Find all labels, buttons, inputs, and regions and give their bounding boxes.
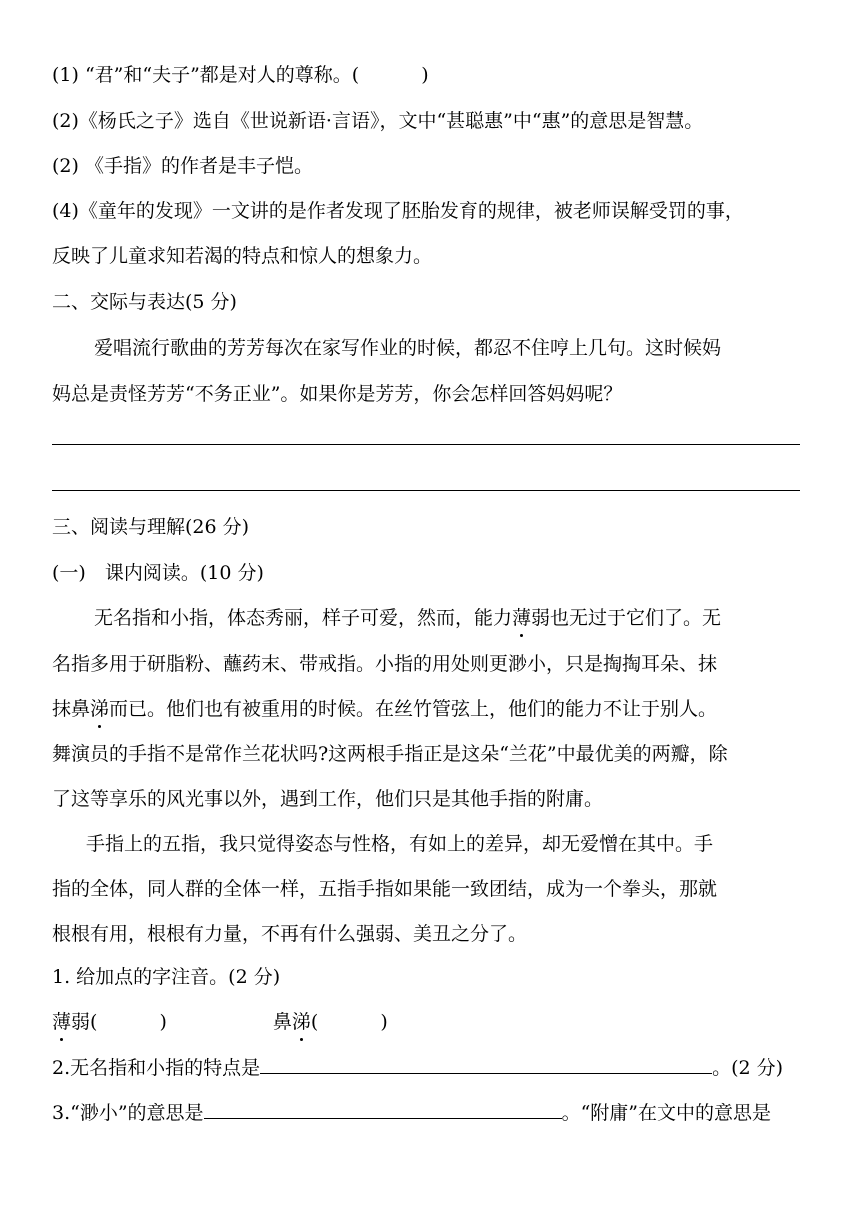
section2-para-line2: 妈总是责怪芳芳“不务正业”。如果你是芳芳，你会怎样回答妈妈呢？ — [52, 383, 623, 405]
passage-p1-line1: 无名指和小指，体态秀丽，样子可爱，然而，能力薄弱也无过于它们了。无 — [94, 607, 722, 629]
passage-p1-line3: 抹鼻涕而已。他们也有被重用的时候。在丝竹管弦上，他们的能力不让于别人。 — [52, 698, 718, 720]
word-bi-ti: 鼻涕( ) — [272, 1011, 388, 1033]
question-1: 1. 给加点的字注音。(2 分) — [52, 966, 281, 988]
section2-heading: 二、交际与表达(5 分) — [52, 291, 237, 313]
passage-p1-line2: 名指多用于研脂粉、蘸药末、带戒指。小指的用处则更渺小，只是掏掏耳朵、抹 — [52, 653, 718, 675]
emphasis-char-bao: 薄 — [512, 607, 532, 629]
question-1-words — [52, 1009, 808, 1035]
section2-para-line1: 爱唱流行歌曲的芳芳每次在家写作业的时候，都忍不住哼上几句。这时候妈 — [94, 337, 722, 359]
section3-heading: 三、阅读与理解(26 分) — [52, 516, 250, 538]
word-bo-ruo: 薄弱( ) — [52, 1011, 167, 1033]
question-3-answer-blank[interactable] — [204, 1100, 562, 1119]
answer-line-1[interactable] — [52, 444, 800, 445]
judge-item-1: (1) “君”和“夫子”都是对人的尊称。( ) — [52, 64, 429, 86]
section3-sub-heading: (一) 课内阅读。(10 分) — [52, 562, 264, 584]
passage-p2-line1: 手指上的五指，我只觉得姿态与性格，有如上的差异，却无爱憎在其中。手 — [86, 833, 714, 855]
passage-p1-line4: 舞演员的手指不是常作兰花状吗?这两根手指正是这朵“兰花”中最优美的两瓣，除 — [52, 743, 728, 765]
judge-item-4-line1: (4)《童年的发现》一文讲的是作者发现了胚胎发育的规律，被老师误解受罚的事， — [52, 200, 744, 222]
passage-p2-line3: 根根有用，根根有力量，不再有什么强弱、美丑之分了。 — [52, 923, 528, 945]
question-2: 2.无名指和小指的特点是 。(2 分) — [52, 1057, 784, 1079]
emphasis-char-ti: 涕 — [90, 698, 110, 720]
judge-item-2: (2)《杨氏之子》选自《世说新语·言语》，文中“甚聪惠”中“惠”的意思是智慧。 — [52, 110, 704, 132]
answer-line-2[interactable] — [52, 490, 800, 491]
passage-p2-line2: 指的全体，同人群的全体一样，五指手指如果能一致团结，成为一个拳头，那就 — [52, 878, 718, 900]
judge-item-4-line2: 反映了儿童求知若渴的特点和惊人的想象力。 — [52, 245, 433, 267]
judge-item-3: (2) 《手指》的作者是丰子恺。 — [52, 155, 313, 177]
passage-p1-line5: 了这等享乐的风光事以外，遇到工作，他们只是其他手指的附庸。 — [52, 788, 604, 810]
question-3: 3.“渺小”的意思是 。“附庸”在文中的意思是 — [52, 1102, 771, 1124]
question-2-answer-blank[interactable] — [260, 1055, 712, 1074]
